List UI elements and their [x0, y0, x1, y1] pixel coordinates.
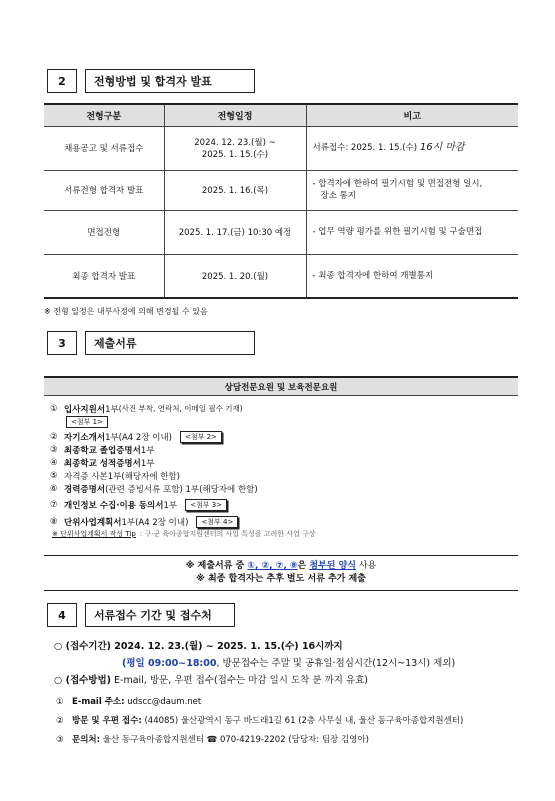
period-label: ○ (접수기간) [54, 641, 111, 652]
schedule-line: 2024. 12. 23.(월) ~ [194, 138, 276, 148]
writing-tip [52, 528, 512, 539]
handwritten-note: 16시 마감 [419, 141, 465, 153]
list-item: ⑧ 단위사업계획서 1부(A4 2장 이내) <첨부 4> [50, 515, 512, 528]
divider [44, 555, 518, 556]
attachment-tag: <첨부 3> [185, 499, 227, 511]
schedule-cell: 2025. 1. 17.(금) 10:30 예정 [164, 210, 306, 254]
schedule-table [44, 103, 518, 299]
section-number: 3 [47, 331, 77, 355]
list-item: ⑦ 개인정보 수집·이용 동의서 1부 <첨부 3> [50, 498, 512, 511]
list-item: ⑤ 자격증 사본 1부(해당자에 한함) [50, 470, 180, 482]
column-header: 비고 [306, 104, 518, 126]
note-cell [306, 126, 518, 170]
doc-name: 자격증 사본 [64, 471, 108, 482]
reception-hours: (평일 09:00~18:00, 방문접수는 주말 및 공휴일·점심시간(12시~13시) 제외) [122, 658, 456, 669]
contact-email: ① E-mail 주소: udscc@daum.net [56, 697, 202, 707]
note-cell [306, 170, 518, 210]
schedule-cell: 2025. 1. 16.(목) [164, 170, 306, 210]
attachment-note-2: ※ 최종 합격자는 추후 별도 서류 추가 제출 [196, 574, 366, 584]
section-2-heading [47, 69, 255, 93]
contact-inquiry: ③ 문의처: 울산 동구육아종합지원센터 ☎ 070-4219-2202 (담당자: 팀장 김영아) [56, 735, 369, 745]
stage-cell: 채용공고 및 서류접수 [44, 126, 164, 170]
reception-method [54, 672, 524, 686]
list-item: ① 입사지원서 1부 (사진 부착, 연락처, 이메일 필수 기재) [50, 403, 243, 415]
doc-name: 최종학교 성적증명서 [64, 458, 141, 469]
note-cell: - 업무 역량 평가를 위한 필기시험 및 구술면접 [306, 210, 518, 254]
note-text: - 합격자에 한하여 필기시험 및 면접전형 일시, [312, 178, 483, 189]
section-number: 2 [47, 69, 77, 93]
divider [44, 590, 518, 591]
doc-name: 최종학교 졸업증명서 [64, 445, 141, 456]
documents-table-header: 상담전문요원 및 보육전문요원 [44, 376, 518, 396]
method-value: E-mail, 방문, 우편 접수(접수는 마감 일시 도착 분 까지 유효) [111, 675, 368, 686]
column-header: 전형일정 [164, 104, 306, 126]
note-text: 장소 통지 [320, 191, 357, 201]
doc-name: 자기소개서 [64, 432, 106, 443]
schedule-footnote: ※ 전형 일정은 내부사정에 의해 변경될 수 있음 [44, 307, 208, 316]
attachment-tag: <첨부 1> [66, 416, 108, 428]
table-row [44, 170, 518, 210]
section-number: 4 [47, 603, 77, 627]
table-row [44, 210, 518, 254]
attachment-tag: <첨부 2> [180, 431, 222, 443]
stage-cell: 최종 합격자 발표 [44, 254, 164, 298]
section-title: 제출서류 [85, 331, 255, 355]
column-header: 전형구분 [44, 104, 164, 126]
method-label: ○ (접수방법) [54, 675, 111, 686]
attachment-note-1: ※ 제출서류 중 ①, ②, ⑦, ⑧은 첨부된 양식 사용 [185, 561, 377, 571]
doc-name: 단위사업계획서 [64, 517, 122, 528]
list-item: ② 자기소개서 1부(A4 2장 이내) <첨부 2> [50, 430, 512, 443]
tip-label: ※ 단위사업계획서 작성 Tip [52, 529, 136, 538]
table-row [44, 126, 518, 170]
list-item: ④ 최종학교 성적증명서 1부 [50, 457, 155, 469]
reception-period [54, 638, 524, 652]
attachment-tag: <첨부 4> [196, 516, 238, 528]
doc-name: 경력증명서 [64, 484, 106, 495]
list-item [50, 415, 512, 428]
list-item: ⑥ 경력증명서 (관련 증빙서류 포함) 1부(해당자에 한함) [50, 483, 258, 495]
section-4-heading [47, 603, 235, 627]
weekday-hours: (평일 09:00~18:00 [122, 658, 217, 669]
stage-cell: 서류전형 합격자 발표 [44, 170, 164, 210]
section-title: 서류접수 기간 및 접수처 [85, 603, 235, 627]
documents-list [50, 402, 512, 539]
note-cell: - 최종 합격자에 한하여 개별통지 [306, 254, 518, 298]
stage-cell: 면접전형 [44, 210, 164, 254]
tip-text: : 구·군 육아종합지원센터의 사업 특성을 고려한 사업 구상 [139, 529, 316, 538]
note-text: 서류접수: 2025. 1. 15.(수) [312, 142, 418, 153]
schedule-cell [164, 126, 306, 170]
doc-name: 개인정보 수집·이용 동의서 [64, 500, 164, 511]
period-value: 2024. 12. 23.(월) ~ 2025. 1. 15.(수) 16시까지 [111, 641, 343, 652]
section-title: 전형방법 및 합격자 발표 [85, 69, 255, 93]
table-row [44, 254, 518, 298]
attachment-notes [44, 560, 518, 586]
list-item: ③ 최종학교 졸업증명서 1부 [50, 444, 155, 456]
doc-name: 입사지원서 [64, 404, 106, 415]
contact-address: ② 방문 및 우편 접수: (44085) 울산광역시 동구 바드래1길 61 (2층 사무실 내, 울산 동구육아종합지원센터) [56, 716, 464, 726]
schedule-line: 2025. 1. 15.(수) [201, 150, 269, 160]
section-3-heading [47, 331, 255, 355]
schedule-cell: 2025. 1. 20.(월) [164, 254, 306, 298]
